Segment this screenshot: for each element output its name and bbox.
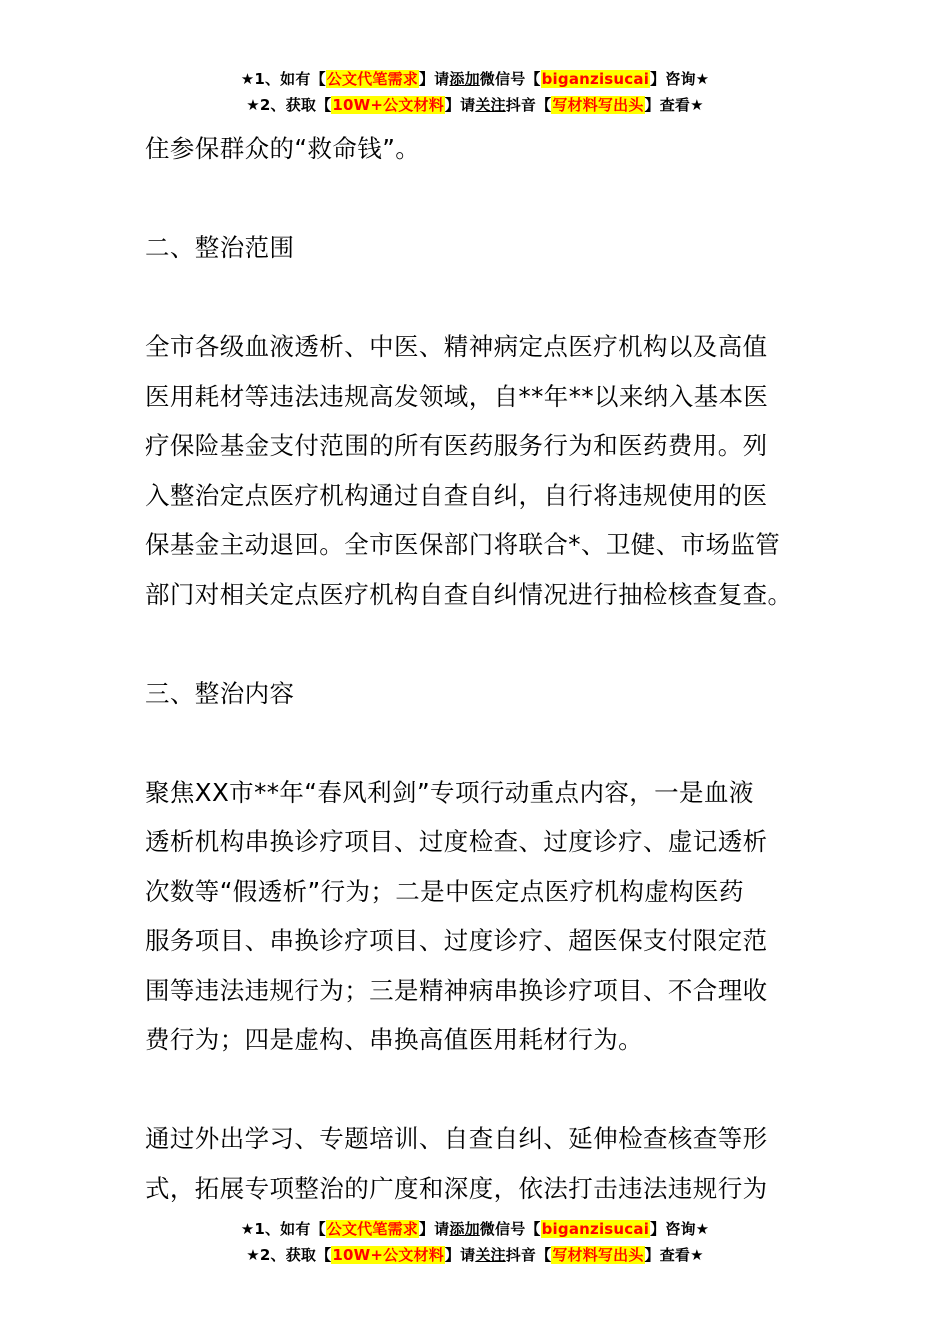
banner-highlight: biganzisucai <box>541 1220 650 1238</box>
banner-text: 】请 <box>418 1220 450 1238</box>
banner-underline: 添加 <box>449 70 480 88</box>
banner-text: ★2、获取【 <box>246 96 332 114</box>
text-line: 透析机构串换诊疗项目、过度检查、过度诊疗、虚记透析 <box>145 827 768 856</box>
banner-text: 】查看★ <box>644 1246 704 1264</box>
banner-underline: 添加 <box>449 1220 480 1238</box>
text-line: 部门对相关定点医疗机构自查自纠情况进行抽检核查复查。 <box>145 579 793 609</box>
banner-text: 】请 <box>444 96 476 114</box>
paragraph-methods <box>145 1114 810 1213</box>
banner-text: 抖音【 <box>505 1246 552 1264</box>
banner-text: 微信号【 <box>479 70 541 88</box>
text-line: 次数等“假透析”行为；二是中医定点医疗机构虚构医药 <box>145 876 744 906</box>
text-line: 费行为；四是虚构、串换高值医用耗材行为。 <box>145 1025 643 1054</box>
banner-text: ★1、如有【 <box>240 70 326 88</box>
banner-line-2 <box>0 92 950 118</box>
banner-text: ★2、获取【 <box>246 1246 332 1264</box>
text-line: 围等违法违规行为；三是精神病串换诊疗项目、不合理收 <box>145 975 768 1005</box>
paragraph-content <box>145 768 810 1065</box>
banner-highlight: 10W+公文材料 <box>332 96 444 114</box>
banner-underline: 关注 <box>475 96 506 114</box>
text-line: 式，拓展专项整治的广度和深度，依法打击违法违规行为 <box>145 1173 768 1203</box>
banner-highlight: 10W+公文材料 <box>332 1246 444 1264</box>
section-heading-content: 三、整治内容 <box>145 678 295 708</box>
banner-line-2 <box>0 1242 950 1268</box>
banner-line-1 <box>0 1216 950 1242</box>
text-line: 聚焦XX市**年“春风利剑”专项行动重点内容，一是血液 <box>145 777 754 807</box>
banner-highlight: 公文代笔需求 <box>326 70 418 88</box>
banner-highlight: biganzisucai <box>541 70 650 88</box>
banner-text: ★1、如有【 <box>240 1220 326 1238</box>
banner-line-1 <box>0 66 950 92</box>
header-banner <box>0 66 950 118</box>
text-line: 通过外出学习、专题培训、自查自纠、延伸检查核查等形 <box>145 1124 768 1153</box>
text-line: 疗保险基金支付范围的所有医药服务行为和医药费用。列 <box>145 431 768 460</box>
banner-text: 】请 <box>418 70 450 88</box>
footer-banner <box>0 1216 950 1268</box>
text-line: 服务项目、串换诊疗项目、过度诊疗、超医保支付限定范 <box>145 926 768 955</box>
document-body <box>145 124 810 1213</box>
banner-underline: 关注 <box>475 1246 506 1264</box>
banner-text: 微信号【 <box>479 1220 541 1238</box>
paragraph-scope <box>145 322 810 619</box>
section-heading-scope: 二、整治范围 <box>145 233 295 262</box>
banner-text: 】请 <box>444 1246 476 1264</box>
text-line: 全市各级血液透析、中医、精神病定点医疗机构以及高值 <box>145 332 768 361</box>
paragraph-continuation: 住参保群众的“救命钱”。 <box>145 134 421 163</box>
banner-highlight: 公文代笔需求 <box>326 1220 418 1238</box>
banner-text: 】咨询★ <box>650 1220 710 1238</box>
banner-highlight: 写材料写出头 <box>552 96 644 114</box>
banner-text: 】查看★ <box>644 96 704 114</box>
text-line: 入整治定点医疗机构通过自查自纠，自行将违规使用的医 <box>145 480 768 510</box>
text-line: 医用耗材等违法违规高发领域，自**年**以来纳入基本医 <box>145 381 769 411</box>
banner-text: 抖音【 <box>505 96 552 114</box>
banner-text: 】咨询★ <box>650 70 710 88</box>
banner-highlight: 写材料写出头 <box>552 1246 644 1264</box>
text-line: 保基金主动退回。全市医保部门将联合*、卫健、市场监管 <box>145 530 781 559</box>
